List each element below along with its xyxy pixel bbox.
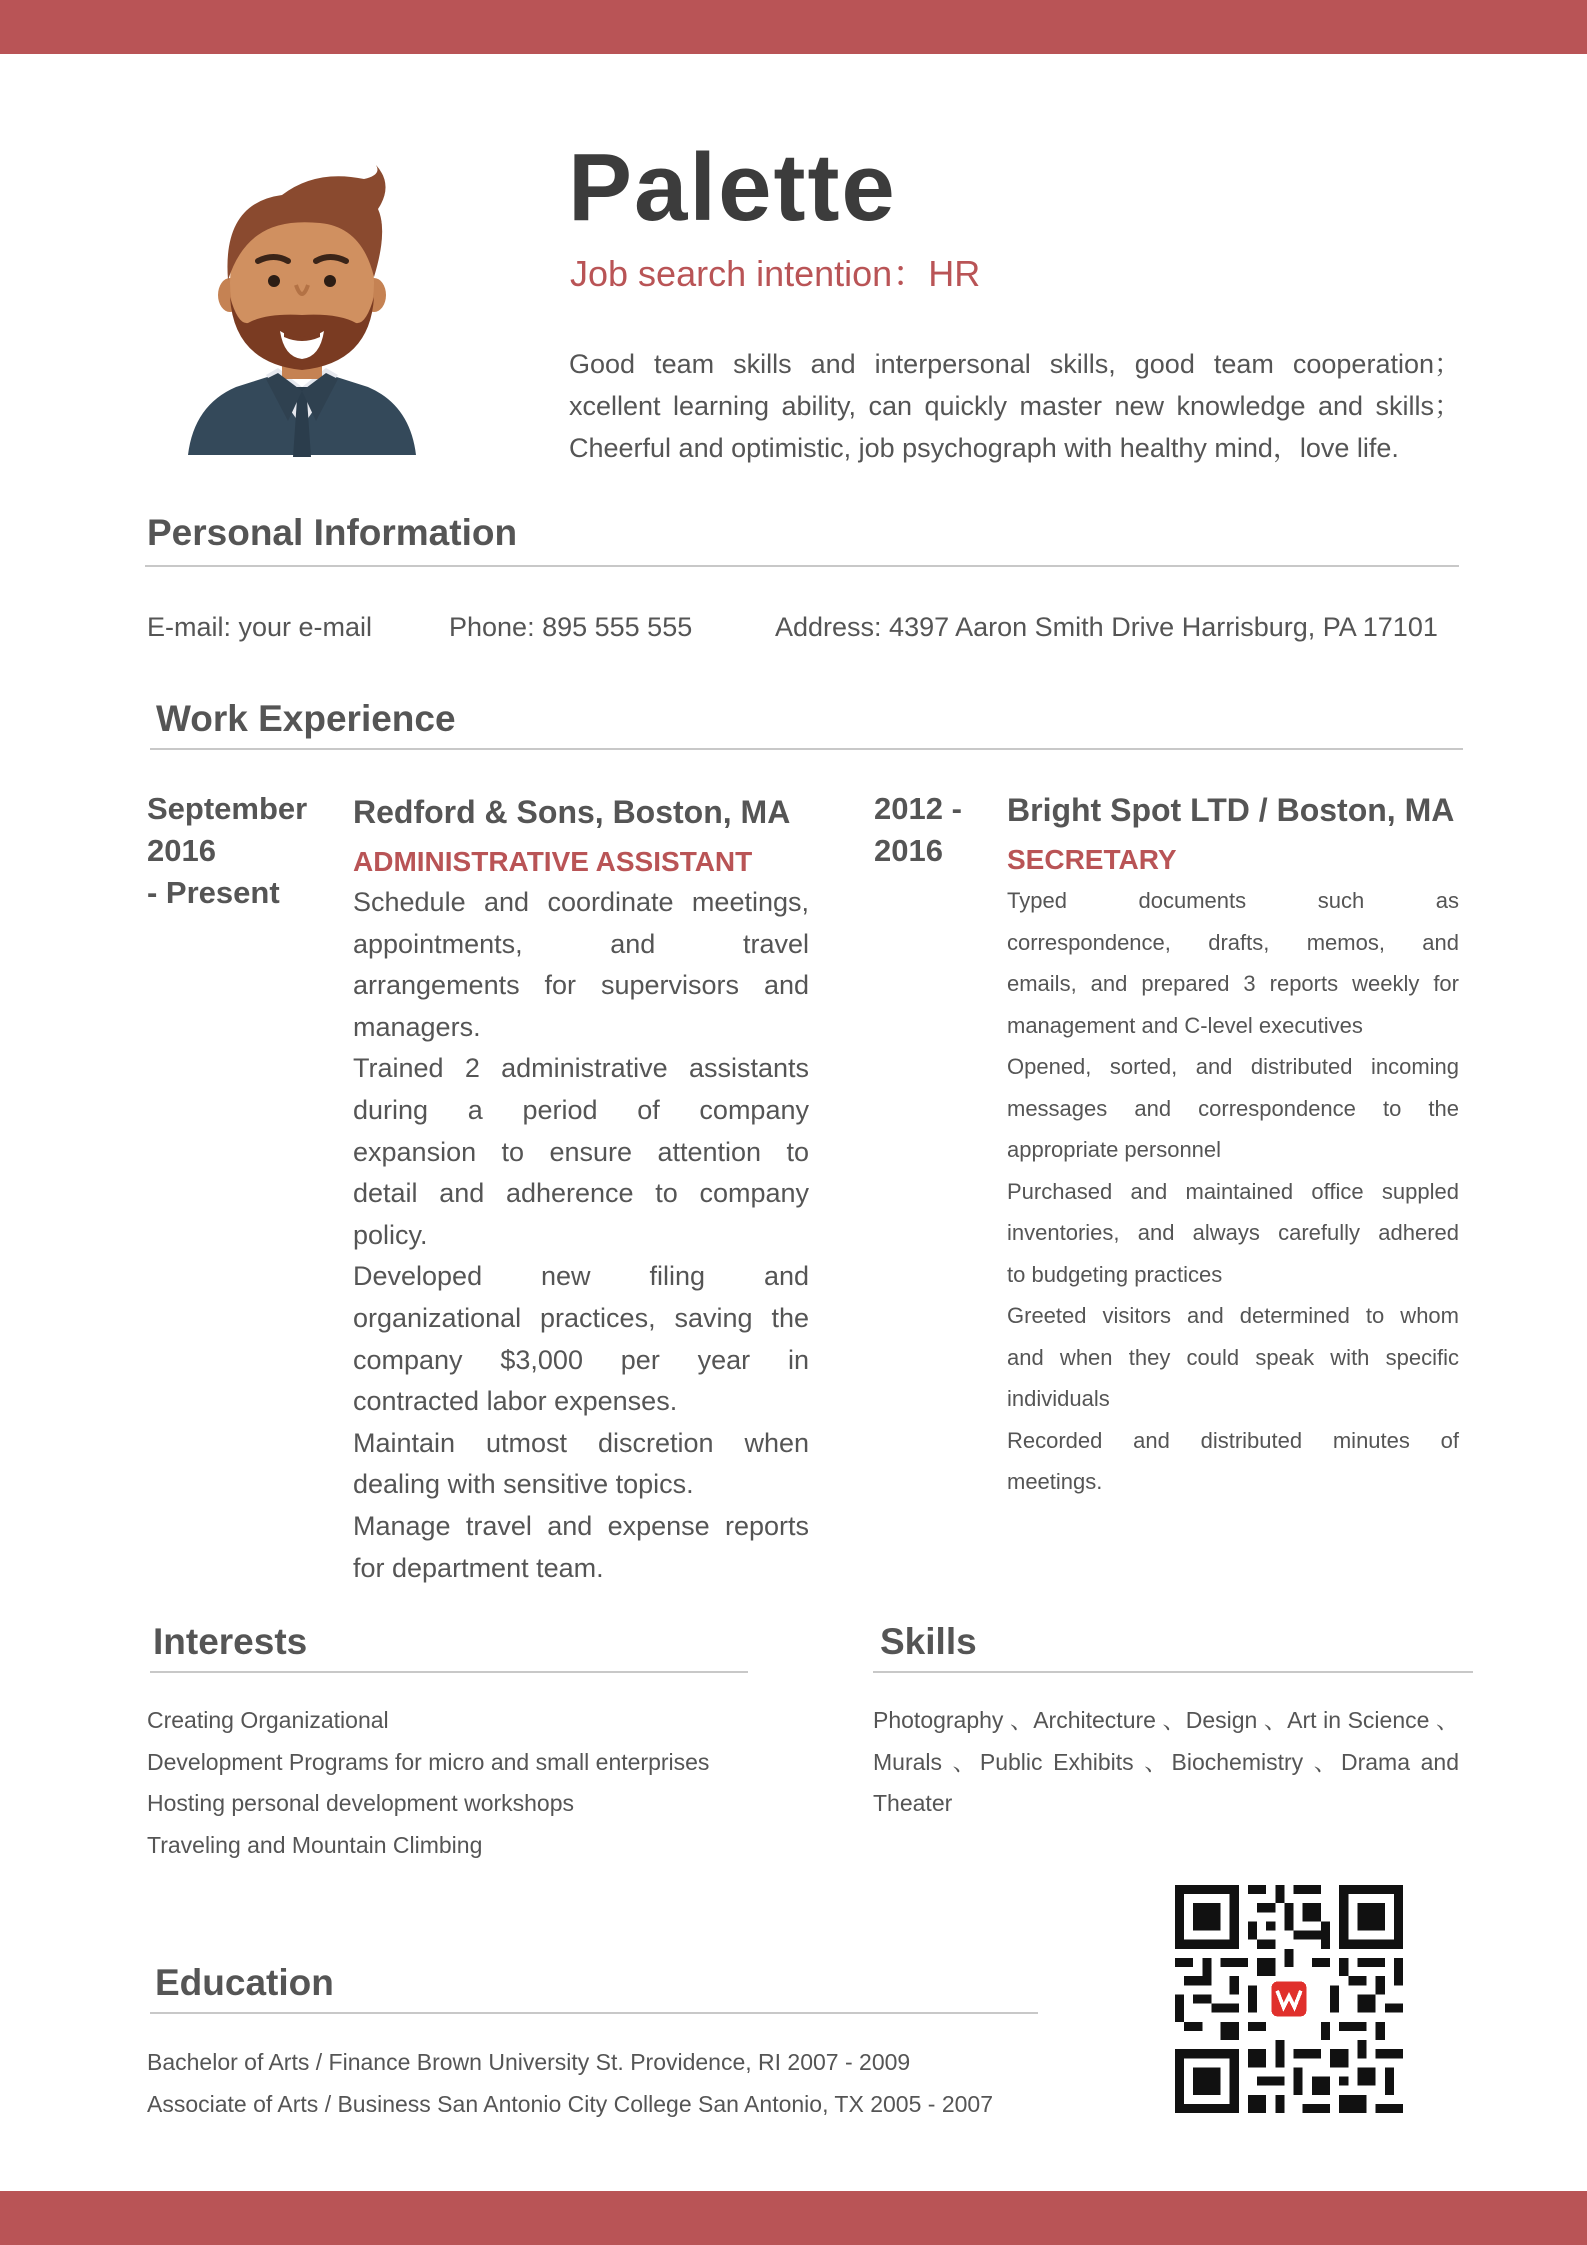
skills-line: Photography 、Architecture 、Design 、Art in Science 、 (873, 1707, 1459, 1733)
job-line: Typed documents such as (1007, 888, 1459, 913)
job-line: and when they could speak with specific (1007, 1344, 1459, 1370)
job-line: during a period of company (353, 1094, 809, 1125)
list-item: Development Programs for micro and small enterprises (147, 1748, 710, 1775)
job-line: company $3,000 per year in (353, 1344, 809, 1375)
education-heading: Education (155, 1962, 334, 2003)
section-divider (150, 748, 1463, 750)
job-line: Manage travel and expense reports (353, 1510, 809, 1541)
section-divider (145, 565, 1459, 567)
job-line: policy. (353, 1219, 428, 1250)
job-line: expansion to ensure attention to (353, 1136, 809, 1167)
job-line: for department team. (353, 1552, 604, 1583)
list-item: Creating Organizational (147, 1707, 389, 1733)
job-line: contracted labor expenses. (353, 1386, 678, 1417)
qr-code-icon (1175, 1885, 1403, 2113)
list-item: Traveling and Mountain Climbing (147, 1831, 483, 1858)
job-role: SECRETARY (1007, 844, 1177, 875)
summary-line: Good team skills and interpersonal skills, good team cooperation； (569, 349, 1461, 379)
job-date-line: 2012 - (874, 791, 962, 826)
list-item: Associate of Arts / Business San Antonio City College San Antonio, TX 2005 - 2007 (147, 2090, 993, 2117)
education-list (147, 2042, 993, 2125)
job-date-line: - Present (147, 875, 280, 910)
job-company: Redford & Sons, Boston, MA (353, 794, 791, 830)
job-line: meetings. (1007, 1469, 1103, 1494)
list-item: Hosting personal development workshops (147, 1790, 575, 1816)
skills-line: Murals 、Public Exhibits 、Biochemistry 、Drama and (873, 1748, 1459, 1775)
job-company: Bright Spot LTD / Boston, MA (1007, 792, 1455, 828)
job-date-line: September (147, 791, 308, 826)
summary-line: Cheerful and optimistic, job psychograph with healthy mind，love life. (569, 433, 1399, 463)
section-divider (150, 1671, 748, 1673)
summary-line: xcellent learning ability, can quickly master new knowledge and skills； (569, 391, 1461, 421)
job-date-line: 2016 (147, 833, 216, 868)
job-line: Recorded and distributed minutes of (1007, 1427, 1459, 1453)
summary-text (569, 343, 1461, 469)
job-line: to budgeting practices (1007, 1261, 1223, 1287)
job-description (353, 882, 809, 1589)
job-line: detail and adherence to company (353, 1178, 809, 1209)
job-line: dealing with sensitive topics. (353, 1469, 694, 1500)
job-line: individuals (1007, 1386, 1110, 1411)
section-divider (150, 2012, 1038, 2014)
job-line: messages and correspondence to the (1007, 1095, 1459, 1121)
job-line: arrangements for supervisors and (353, 970, 809, 1001)
job-date-line: 2016 (874, 833, 943, 868)
job-role: ADMINISTRATIVE ASSISTANT (353, 846, 753, 877)
job-line: Opened, sorted, and distributed incoming (1007, 1054, 1459, 1079)
job-line: Greeted visitors and determined to whom (1007, 1303, 1459, 1328)
candidate-name: Palette (568, 134, 897, 241)
job-date (874, 788, 962, 872)
list-item: Bachelor of Arts / Finance Brown University St. Providence, RI 2007 - 2009 (147, 2049, 911, 2075)
job-line: Purchased and maintained office suppled (1007, 1178, 1459, 1204)
job-line: inventories, and always carefully adhered (1007, 1220, 1459, 1245)
job-intention: Job search intention：HR (570, 253, 981, 294)
bottom-accent-bar (0, 2191, 1587, 2245)
job-line: appointments, and travel (353, 928, 809, 959)
email-text: E-mail: your e-mail (147, 612, 373, 642)
address-text: Address: 4397 Aaron Smith Drive Harrisburg, PA 17101 (775, 612, 1438, 642)
interests-list (147, 1700, 709, 1866)
phone-text: Phone: 895 555 555 (449, 612, 693, 642)
section-divider (873, 1671, 1473, 1673)
job-description (1007, 880, 1459, 1503)
job-date (147, 788, 307, 914)
top-accent-bar (0, 0, 1587, 54)
skills-list (873, 1700, 1459, 1825)
work-experience-heading: Work Experience (156, 698, 456, 739)
personal-info-heading: Personal Information (147, 512, 518, 553)
job-line: managers. (353, 1011, 481, 1042)
job-line: Developed new filing and (353, 1261, 809, 1292)
job-line: management and C-level executives (1007, 1012, 1363, 1038)
job-line: emails, and prepared 3 reports weekly for (1007, 971, 1459, 996)
job-line: correspondence, drafts, memos, and (1007, 929, 1459, 955)
job-line: organizational practices, saving the (353, 1302, 809, 1333)
avatar-icon (188, 165, 416, 460)
job-line: Schedule and coordinate meetings, (353, 887, 809, 917)
skills-heading: Skills (880, 1621, 977, 1662)
skills-line: Theater (873, 1790, 953, 1816)
job-line: appropriate personnel (1007, 1137, 1222, 1162)
job-line: Maintain utmost discretion when (353, 1427, 809, 1458)
interests-heading: Interests (153, 1621, 308, 1662)
job-line: Trained 2 administrative assistants (353, 1053, 809, 1084)
